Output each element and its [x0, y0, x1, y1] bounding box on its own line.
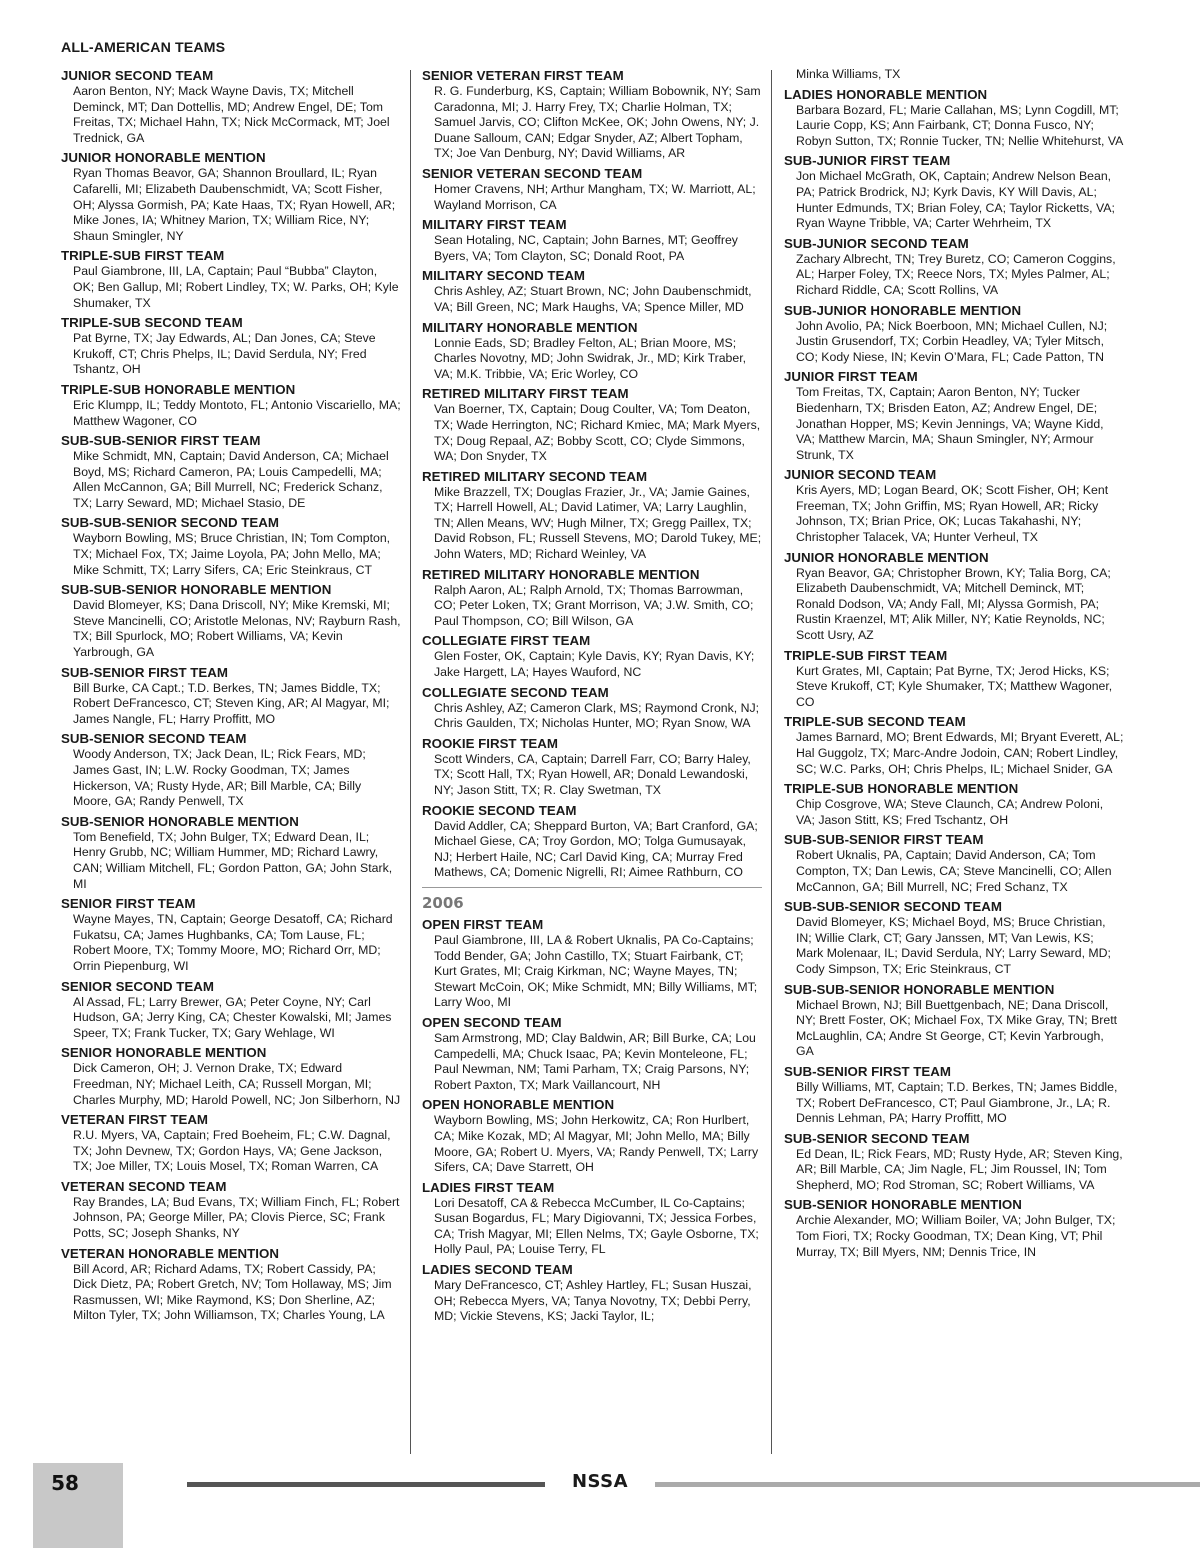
team-section [784, 647, 1124, 711]
team-title: VETERAN FIRST TEAM [61, 1112, 209, 1128]
team-section [784, 713, 1124, 777]
team-members: Ryan Thomas Beavor, GA; Shannon Broullard, IL; Ryan Cafarelli, MI; Elizabeth Daubenschmidt, VA; Scott Fisher, OH; Alyssa Gormish, PA; Kate Haas, TX; Ryan Howell, AR; Mike Jones, IA; Whitney Marion, TX; William Rice, NY; Shaun Smingler, NY [73, 166, 396, 243]
team-section [422, 216, 762, 264]
team-members: Homer Cravens, NH; Arthur Mangham, TX; W. Marriott, AL; Wayland Morrison, CA [434, 181, 756, 212]
team-members: Dick Cameron, OH; J. Vernon Drake, TX; Edward Freedman, NY; Michael Leith, CA; Russell Morgan, MI; Charles Murphy, MD; Harold Powell, NC; Jon Silberhorn, NJ [73, 1061, 401, 1107]
team-members: Tom Benefield, TX; John Bulger, TX; Edward Dean, IL; Henry Grubb, NC; William Hummer, MD; Richard Lawry, CAN; William Mitchell, FL; Gordon Patton, GA; John Stark, MI [73, 829, 393, 891]
team-title: LADIES FIRST TEAM [422, 1179, 555, 1195]
team-title: SUB-JUNIOR FIRST TEAM [784, 153, 951, 169]
team-title: OPEN SECOND TEAM [422, 1014, 562, 1030]
team-members: Glen Foster, OK, Captain; Kyle Davis, KY; Ryan Davis, KY; Jake Hargett, LA; Hayes Wauford, NC [434, 649, 755, 680]
team-members: Chris Ashley, AZ; Stuart Brown, NC; John Daubenschmidt, VA; Bill Green, NC; Mark Haughs, VA; Spence Miller, MD [434, 284, 752, 314]
team-section [422, 165, 762, 213]
team-title: TRIPLE-SUB FIRST TEAM [784, 647, 948, 663]
team-title: LADIES SECOND TEAM [422, 1262, 573, 1278]
team-title: SENIOR SECOND TEAM [61, 978, 214, 994]
team-members: Ed Dean, IL; Rick Fears, MD; Rusty Hyde, AR; Steven King, AR; Bill Marble, CA; Jim Nagle, FL; Jim Roussel, IN; Tom Shepherd, MO; Rod Stroman, SC; Robert Williams, VA [796, 1146, 1123, 1192]
team-members: Paul Giambrone, III, LA & Robert Uknalis, PA Co-Captains; Todd Bender, GA; John Castillo, TX; Stuart Fairbank, CT; Kurt Grates, MI; Craig Kirkman, NC; Wayne Mayes, TN; Stewart McCoin, OK; Mike Schmidt, MN; Billy Williams, MT; Larry Woo, MI [434, 932, 758, 1010]
team-section [422, 267, 762, 315]
team-section [61, 314, 401, 378]
team-section [61, 895, 401, 974]
team-members: Robert Uknalis, PA, Captain; David Anderson, CA; Tom Compton, TX; Dan Lewis, CA; Steve Mancinelli, CO; Allen McCannon, GA; Bill Murrell, NC; Fred Schanz, TX [796, 848, 1112, 894]
column-1 [61, 67, 401, 1327]
team-title: ROOKIE SECOND TEAM [422, 802, 577, 818]
team-members: Ralph Aaron, AL; Ralph Arnold, TX; Thomas Barrowman, CO; Peter Loken, TX; Grant Morrison, VA; J.W. Smith, CO; Paul Thompson, CO; Bill Wilson, GA [434, 582, 754, 628]
team-members: Ray Brandes, LA; Bud Evans, TX; William Finch, FL; Robert Johnson, PA; George Miller, PA; Clovis Pierce, SC; Frank Potts, SC; Joseph Shanks, NY [73, 1194, 400, 1241]
team-members: Bill Acord, AR; Richard Adams, TX; Robert Cassidy, PA; Dick Dietz, PA; Robert Gretch, NV; Tom Hollaway, MS; Jim Rasmussen, WI; Mike Raymond, KS; Don Sherline, AZ; Milton Tyler, TX; John Williamson, TX; Charles Young, LA [73, 1261, 392, 1323]
team-members: Bill Burke, CA Capt.; T.D. Berkes, TN; James Biddle, TX; Robert DeFrancesco, CT; Steven King, AR; Al Magyar, MI; James Nangle, FL; Harry Proffitt, MO [73, 680, 390, 726]
team-members: Chip Cosgrove, WA; Steve Claunch, CA; Andrew Poloni, VA; Jason Stitt, KS; Fred Tschantz, OH [796, 797, 1104, 827]
team-title: TRIPLE-SUB FIRST TEAM [61, 248, 225, 264]
team-title: ROOKIE FIRST TEAM [422, 735, 558, 751]
column-3 [784, 67, 1124, 1263]
team-members: Chris Ashley, AZ; Cameron Clark, MS; Raymond Cronk, NJ; Chris Gaulden, TX; Nicholas Hunter, MO; Ryan Snow, WA [434, 700, 760, 731]
page-number: 58 [51, 1471, 79, 1495]
team-section [784, 235, 1124, 299]
column-2 [422, 67, 762, 1328]
team-title: TRIPLE-SUB SECOND TEAM [784, 714, 966, 730]
team-members: Minka Williams, TX [796, 67, 901, 81]
team-members: Kurt Grates, MI, Captain; Pat Byrne, TX; Jerod Hicks, KS; Steve Krukoff, CT; Kyle Shumaker, TX; Matthew Wagoner, CO [796, 663, 1113, 709]
team-title: SUB-SENIOR FIRST TEAM [61, 664, 228, 680]
team-title: JUNIOR SECOND TEAM [61, 68, 214, 83]
team-section [422, 735, 762, 799]
team-members: R.U. Myers, VA, Captain; Fred Boeheim, FL; C.W. Dagnal, TX; John Devnew, TX; Gordon Hays, VA; Gene Jackson, TX; Joe Miller, TX; Louis Mosel, TX; Roman Warren, CA [73, 1128, 391, 1174]
team-members: David Blomeyer, KS; Michael Boyd, MS; Bruce Christian, IN; Willie Clark, CT; Gary Janssen, MT; Van Lewis, KS; Mark Molenaar, IL; David Serdula, NY; Larry Seward, MD; Cody Simpson, TX; Eric Steinkraus, CT [796, 915, 1111, 976]
team-section [61, 1178, 401, 1242]
team-title: OPEN FIRST TEAM [422, 916, 544, 932]
team-section [61, 730, 401, 809]
team-section [422, 632, 762, 680]
team-members: Mike Schmidt, MN, Captain; David Anderson, CA; Michael Boyd, MS; Richard Cameron, PA; Louis Campedelli, MA; Allen McCannon, GA; Bill Murrell, NC; Frederick Schanz, TX; Larry Seward, MD; Michael Stasio, DE [73, 449, 389, 510]
team-section [61, 1044, 401, 1108]
team-members: Wayne Mayes, TN, Captain; George Desatoff, CA; Richard Fukatsu, CA; James Hughbanks, CA; Tom Lause, FL; Robert Moore, TX; Tommy Moore, MO; Richard Orr, MD; Orrin Piepenburg, WI [73, 912, 393, 973]
team-section [422, 916, 762, 1011]
team-title: SUB-SUB-SENIOR SECOND TEAM [61, 515, 279, 531]
team-members: Paul Giambrone, III, LA, Captain; Paul “Bubba” Clayton, OK; Ben Gallup, MI; Robert Lindley, TX; W. Parks, OH; Kyle Shumaker, TX [73, 264, 399, 310]
team-title: JUNIOR HONORABLE MENTION [784, 549, 989, 565]
column-divider [410, 70, 411, 1454]
team-title: RETIRED MILITARY FIRST TEAM [422, 386, 629, 402]
team-section [422, 385, 762, 464]
team-section [422, 319, 762, 383]
team-section [61, 664, 401, 728]
team-section [784, 549, 1124, 644]
team-title: SUB-SUB-SENIOR HONORABLE MENTION [784, 981, 1055, 997]
team-section [784, 898, 1124, 977]
team-section [784, 981, 1124, 1060]
team-section [61, 978, 401, 1042]
team-title: SUB-SENIOR SECOND TEAM [784, 1130, 970, 1146]
team-members: Barbara Bozard, FL; Marie Callahan, MS; Lynn Cogdill, MT; Laurie Copp, KS; Ann Fairbank, CT; Donna Fusco, NY; Robyn Sutton, TX; Ronnie Tucker, TN; Nellie Whitehurst, VA [796, 102, 1124, 148]
year-heading-block [422, 887, 762, 912]
team-section [784, 152, 1124, 231]
team-members: Zachary Albrecht, TN; Trey Buretz, CO; Cameron Coggins, AL; Harper Foley, TX; Reece Nors, TX; Myles Palmer, AL; Richard Riddle, CA; Scott Rollins, VA [796, 251, 1116, 297]
team-section [784, 86, 1124, 150]
team-section [784, 368, 1124, 463]
team-section [422, 1179, 762, 1258]
team-members: Eric Klumpp, IL; Teddy Montoto, FL; Antonio Viscariello, MA; Matthew Wagoner, CO [73, 397, 401, 428]
team-section [422, 1014, 762, 1093]
team-members: Billy Williams, MT, Captain; T.D. Berkes, TN; James Biddle, TX; Robert DeFrancesco, CT; Paul Giambrone, Jr., LA; R. Dennis Lehman, PA; Harry Proffitt, MO [796, 1079, 1118, 1126]
team-members: Jon Michael McGrath, OK, Captain; Andrew Nelson Bean, PA; Patrick Brodrick, NJ; Kyrk Davis, KY Will Davis, AL; Hunter Edmunds, TX; Brian Foley, CA; Taylor Ricketts, VA; Ryan Wayne Tribble, VA; Carter Wehrheim, TX [796, 169, 1115, 231]
team-members: Scott Winders, CA, Captain; Darrell Farr, CO; Barry Haley, TX; Scott Hall, TX; Ryan Howell, AR; Donald Lewandoski, NY; Jason Stitt, TX; R. Clay Swetman, TX [434, 751, 751, 797]
team-title: TRIPLE-SUB HONORABLE MENTION [61, 381, 296, 397]
team-title: SUB-JUNIOR HONORABLE MENTION [784, 302, 1022, 318]
team-section [61, 813, 401, 892]
team-section [422, 684, 762, 732]
team-members: R. G. Funderburg, KS, Captain; William Bobownik, NY; Sam Caradonna, MI; J. Harry Frey, TX; Charlie Holman, TX; Samuel Jarvis, CO; Clifton McKee, OK; John Owens, NY; J. Duane Salloum, CAN; Edgar Snyder, AZ; Albert Topham, TX; Joe Van Denburg, NY; David Williams, AR [434, 84, 761, 161]
team-section [422, 1096, 762, 1175]
team-section [422, 802, 762, 881]
team-members: David Blomeyer, KS; Dana Driscoll, NY; Mike Kremski, MI; Steve Mancinelli, CO; Aristotle Melonas, NV; Rayburn Rash, TX; Bill Spurlock, MO; Robert Williams, VA; Kevin Yarbrough, GA [73, 598, 401, 660]
team-title: JUNIOR HONORABLE MENTION [61, 150, 266, 166]
team-title: MILITARY HONORABLE MENTION [422, 319, 638, 335]
team-section [61, 381, 401, 429]
team-title: SENIOR FIRST TEAM [61, 896, 196, 912]
team-section [61, 581, 401, 660]
team-section [422, 468, 762, 563]
team-section [61, 514, 401, 578]
team-title: VETERAN SECOND TEAM [61, 1178, 227, 1194]
team-title: JUNIOR FIRST TEAM [784, 369, 918, 385]
team-section [784, 1063, 1124, 1127]
team-section [784, 302, 1124, 366]
team-members: David Addler, CA; Sheppard Burton, VA; Bart Cranford, GA; Michael Giese, CA; Troy Gordon, MO; Tolga Gumusayak, NJ; Herbert Haile, NC; Carl David King, CA; Murray Fred Mathews, CA; Domenic Nigrelli, RI; Aimee Rathburn, CO [434, 818, 758, 880]
team-title: SENIOR HONORABLE MENTION [61, 1045, 267, 1061]
team-section [784, 1196, 1124, 1260]
team-title: RETIRED MILITARY SECOND TEAM [422, 468, 648, 484]
team-title: COLLEGIATE SECOND TEAM [422, 684, 609, 700]
team-title: COLLEGIATE FIRST TEAM [422, 633, 591, 649]
team-section [784, 831, 1124, 895]
team-members: James Barnard, MO; Brent Edwards, MI; Bryant Everett, AL; Hal Guggolz, TX; Marc-Andre Jodoin, CAN; Robert Lindley, SC; W.C. Parks, OH; Chris Phelps, IL; Michael Snider, GA [796, 730, 1124, 776]
team-title: SUB-SENIOR HONORABLE MENTION [784, 1197, 1022, 1213]
team-section [61, 67, 401, 146]
team-section [784, 67, 1124, 83]
team-section [422, 566, 762, 630]
team-title: SUB-SUB-SENIOR FIRST TEAM [784, 832, 984, 848]
footer-brand: NSSA [571, 1471, 629, 1492]
team-members: Michael Brown, NJ; Bill Buettgenbach, NE; Dana Driscoll, NY; Brett Foster, OK; Michael Fox, TX Mike Gray, TN; Brett McLaughlin, CA; Andre St George, CT; Kevin Yarbrough, GA [796, 997, 1118, 1059]
team-title: JUNIOR SECOND TEAM [784, 467, 937, 483]
team-section [61, 1245, 401, 1324]
team-title: MILITARY FIRST TEAM [422, 217, 567, 233]
team-title: SENIOR VETERAN SECOND TEAM [422, 165, 643, 181]
team-title: SUB-SUB-SENIOR FIRST TEAM [61, 433, 261, 449]
team-title: TRIPLE-SUB SECOND TEAM [61, 315, 243, 331]
team-members: Al Assad, FL; Larry Brewer, GA; Peter Coyne, NY; Carl Hudson, GA; Jerry King, CA; Chester Kowalski, MI; James Speer, TX; Frank Tucker, TX; Gary Wehlage, WI [73, 994, 392, 1040]
team-title: SUB-SENIOR SECOND TEAM [61, 731, 247, 747]
team-members: Lonnie Eads, SD; Bradley Felton, AL; Brian Moore, MS; Charles Novotny, MD; John Swidrak, Jr., MD; Kirk Traber, VA; M.K. Tribbie, VA; Eric Worley, CO [434, 335, 747, 381]
team-section [61, 247, 401, 311]
column-divider [771, 70, 772, 1454]
team-title: MILITARY SECOND TEAM [422, 268, 586, 284]
year-heading: 2006 [422, 893, 464, 912]
team-section [784, 1130, 1124, 1194]
footer-page-box [33, 1463, 123, 1548]
team-title: RETIRED MILITARY HONORABLE MENTION [422, 566, 700, 582]
team-title: SUB-SUB-SENIOR SECOND TEAM [784, 899, 1002, 915]
team-title: VETERAN HONORABLE MENTION [61, 1245, 279, 1261]
footer-rule-left [187, 1482, 545, 1487]
team-title: TRIPLE-SUB HONORABLE MENTION [784, 781, 1019, 797]
team-title: SENIOR VETERAN FIRST TEAM [422, 68, 624, 83]
team-members: Sean Hotaling, NC, Captain; John Barnes, MT; Geoffrey Byers, VA; Tom Clayton, SC; Donald Root, PA [434, 233, 738, 263]
team-members: Aaron Benton, NY; Mack Wayne Davis, TX; Mitchell Deminck, MT; Dan Dottellis, MD; Andrew Engel, DE; Tom Freitas, TX; Michael Hahn, TX; Nick McCormack, MT; Joel Trednick, GA [73, 84, 390, 145]
team-title: SUB-SUB-SENIOR HONORABLE MENTION [61, 582, 332, 598]
team-section [784, 466, 1124, 545]
team-members: Pat Byrne, TX; Jay Edwards, AL; Dan Jones, CA; Steve Krukoff, CT; Chris Phelps, IL; David Serdula, NY; Fred Tshantz, OH [73, 331, 376, 377]
team-section [784, 780, 1124, 828]
team-members: Ryan Beavor, GA; Christopher Brown, KY; Talia Borg, CA; Elizabeth Daubenschmidt, VA; Mitchell Deminck, MT; Ronald Dodson, VA; Andy Fall, MI; Alyssa Gormish, PA; Rustin Kraenzel, MT; Alik Miller, NY; Katie Reynolds, NC; Scott Usry, AZ [796, 565, 1111, 643]
team-members: Lori Desatoff, CA & Rebecca McCumber, IL Co-Captains; Susan Bogardus, FL; Mary Digiovanni, TX; Jessica Forbes, CA; Trish Magyar, MI; Ellen Nelms, TX; Gayle Osborne, TX; Holly Paul, PA; Louise Terry, FL [434, 1195, 759, 1257]
team-title: SUB-SENIOR HONORABLE MENTION [61, 813, 299, 829]
team-members: Mike Brazzell, TX; Douglas Frazier, Jr., VA; Jamie Gaines, TX; Harrell Howell, AL; David Latimer, VA; Larry Laughlin, TN; Allen Means, WV; Hugh Milner, TX; Gregg Paillex, TX; David Robson, FL; Russell Stevens, MO; Darold Tukey, ME; John Waters, MD; Richard Weinley, VA [434, 484, 762, 562]
team-section [422, 67, 762, 162]
team-members: Tom Freitas, TX, Captain; Aaron Benton, NY; Tucker Biedenharn, TX; Brisden Eaton, AZ; Andrew Engel, DE; Jonathan Hopper, MS; Kevin Jennings, VA; Wayne Kidd, VA; Matthew Marcin, MA; Shaun Smingler, NY; Armour Strunk, TX [796, 385, 1104, 462]
team-section [61, 1111, 401, 1175]
footer-rule-right [655, 1482, 1200, 1487]
page-title: ALL-AMERICAN TEAMS [61, 40, 226, 56]
team-members: Sam Armstrong, MD; Clay Baldwin, AR; Bill Burke, CA; Lou Campedelli, MA; Chuck Isaac, PA; Kevin Monteleone, FL; Paul Newman, NM; Tami Parham, TX; Craig Parsons, NY; Robert Paxton, TX; Mark Vaillancourt, NH [434, 1030, 756, 1092]
team-members: John Avolio, PA; Nick Boerboon, MN; Michael Cullen, NJ; Justin Grusendorf, TX; Corbin Headley, VA; Tyler Mitsch, CO; Kody Niese, IN; Kevin O’Mara, FL; Cade Patton, TN [796, 318, 1108, 364]
team-title: LADIES HONORABLE MENTION [784, 86, 988, 102]
team-section [61, 149, 401, 244]
team-members: Mary DeFrancesco, CT; Ashley Hartley, FL; Susan Huszai, OH; Rebecca Myers, VA; Tanya Novotny, TX; Debbi Perry, MD; Vickie Stevens, KS; Jacki Taylor, IL; [434, 1278, 752, 1324]
team-members: Wayborn Bowling, MS; John Herkowitz, CA; Ron Hurlbert, CA; Mike Kozak, MD; Al Magyar, MI; John Mello, MA; Billy Moore, GA; Robert U. Myers, VA; Randy Penwell, TX; Larry Sifers, CA; Dave Starrett, OH [434, 1113, 759, 1175]
team-section [422, 1261, 762, 1325]
team-members: Kris Ayers, MD; Logan Beard, OK; Scott Fisher, OH; Kent Freeman, TX; John Griffin, MS; Ryan Howell, AR; Ricky Johnson, TX; Brian Price, OK; Lucas Takahashi, NY; Christopher Talacek, VA; Hunter Verheul, TX [796, 483, 1109, 545]
team-members: Woody Anderson, TX; Jack Dean, IL; Rick Fears, MD; James Gast, IN; L.W. Rocky Goodman, TX; James Hickerson, VA; Rusty Hyde, AR; Bill Marble, CA; Billy Moore, GA; Randy Penwell, TX [73, 747, 366, 809]
team-title: SUB-SENIOR FIRST TEAM [784, 1063, 951, 1079]
team-title: SUB-JUNIOR SECOND TEAM [784, 235, 969, 251]
team-section [61, 432, 401, 511]
team-members: Van Boerner, TX, Captain; Doug Coulter, VA; Tom Deaton, TX; Wade Herrington, NC; Richard Kmiec, MA; Mark Myers, TX; Doug Repaal, AZ; Bobby Scott, CO; Clyde Simmons, WA; Don Snyder, TX [434, 402, 761, 464]
team-title: OPEN HONORABLE MENTION [422, 1097, 615, 1113]
team-members: Wayborn Bowling, MS; Bruce Christian, IN; Tom Compton, TX; Michael Fox, TX; Jaime Loyola, PA; John Mello, MA; Mike Schmitt, TX; Larry Sifers, CA; Eric Steinkraus, CT [73, 531, 391, 577]
team-members: Archie Alexander, MO; William Boiler, VA; John Bulger, TX; Tom Fiori, TX; Rocky Goodman, TX; Dean King, VT; Phil Murray, TX; Bill Myers, NM; Dennis Trice, IN [796, 1213, 1116, 1259]
